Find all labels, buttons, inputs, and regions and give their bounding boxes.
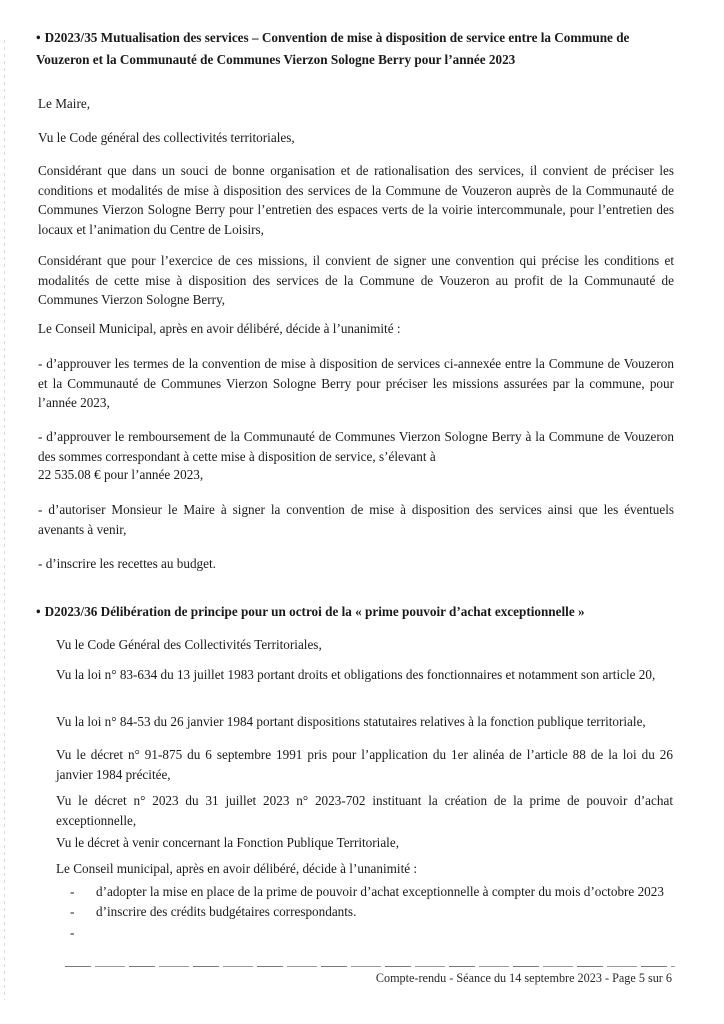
vu-item: Vu le décret à venir concernant la Fonction Publique Territoriale,: [56, 835, 399, 850]
bullet-icon: •: [36, 30, 41, 45]
decision-item-authorize-mayor: - d’autoriser Monsieur le Maire à signer la convention de mise à disposition des services ainsi que les éventuels avenants à venir,: [38, 502, 674, 537]
considerant-paragraph-1: Considérant que dans un souci de bonne organisation et de rationalisation des services, il convient de préciser les conditions et modalités de mise à disposition des services de la Commune de Vouzeron auprès de la Communauté de Communes Vierzon Sologne Berry pour l’entretien des espaces verts de la voirie intercommunale, pour l’entretien des locaux et l’animation du Centre de Loisirs,: [38, 163, 674, 237]
page-footer: Compte-rendu - Séance du 14 septembre 2023 - Page 5 sur 6: [375, 971, 672, 985]
vu-item: Vu la loi n° 84-53 du 26 janvier 1984 portant dispositions statutaires relatives à la fonction publique territoriale,: [56, 714, 646, 729]
decision-list: [56, 884, 673, 940]
bullet-icon: •: [36, 604, 41, 619]
section-heading-d2023-35: [36, 29, 676, 69]
vu-item: Vu la loi n° 83-634 du 13 juillet 1983 portant droits et obligations des fonctionnaires et notamment son article 20,: [56, 667, 656, 682]
vu-item: Vu le décret n° 2023 du 31 juillet 2023 n° 2023-702 instituant la création de la prime de pouvoir d’achat exceptionnelle,: [56, 793, 673, 828]
vu-item: Vu le Code Général des Collectivités Territoriales,: [56, 637, 322, 652]
dash-bullet: -: [70, 903, 75, 919]
section-heading-d2023-36: [36, 603, 585, 622]
decision-item-adopt-prime: - d’adopter la mise en place de la prime de pouvoir d’achat exceptionnelle à compter du mois d’octobre 2023: [70, 884, 664, 899]
footer-divider: [65, 966, 675, 967]
decision-item-budget-receipts: - d’inscrire les recettes au budget.: [38, 556, 216, 571]
vu-code-line: Vu le Code général des collectivités territoriales,: [38, 130, 295, 145]
heading-line-1: D2023/35 Mutualisation des services – Convention de mise à disposition de service entre la Commune de: [44, 30, 630, 45]
decision-item-approve-reimbursement: - d’approuver le remboursement de la Communauté de Communes Vierzon Sologne Berry à la Commune de Vouzeron des sommes correspondant à cette mise à disposition de service, s’élevant à: [38, 429, 674, 464]
decision-item-budget-credits: - d’inscrire des crédits budgétaires correspondants.: [70, 903, 357, 919]
dash-bullet: -: [70, 925, 75, 940]
vu-item: Vu le décret n° 91-875 du 6 septembre 1991 pris pour l’application du 1er alinéa de l’article 88 de la loi du 26 janvier 1984 précitée,: [56, 747, 673, 782]
dash-bullet: -: [70, 884, 75, 899]
mayor-line: Le Maire,: [38, 96, 90, 111]
council-decision-line: Le Conseil Municipal, après en avoir délibéré, décide à l’unanimité :: [38, 321, 401, 336]
decision-item-approve-convention: - d’approuver les termes de la convention de mise à disposition de services ci-annexée entre la Commune de Vouzeron et la Communauté de Communes Vierzon Sologne Berry pour préciser les missions assurées par la commune, pour l’année 2023,: [38, 356, 674, 410]
heading-text: D2023/36 Délibération de principe pour un octroi de la « prime pouvoir d’achat exceptionnelle »: [44, 604, 585, 619]
decision-item-empty: [56, 925, 673, 940]
council-decision-line: Le Conseil municipal, après en avoir délibéré, décide à l’unanimité :: [56, 861, 418, 876]
reimbursement-amount: 22 535.08 € pour l’année 2023,: [38, 467, 204, 482]
heading-line-2: Vouzeron et la Communauté de Communes Vierzon Sologne Berry pour l’année 2023: [36, 51, 516, 67]
considerant-paragraph-2: Considérant que pour l’exercice de ces missions, il convient de signer une convention qui précise les conditions et modalités de cette mise à disposition des services de la Commune de Vouzeron au profit de la Communauté de Communes Vierzon Sologne Berry,: [38, 253, 674, 307]
